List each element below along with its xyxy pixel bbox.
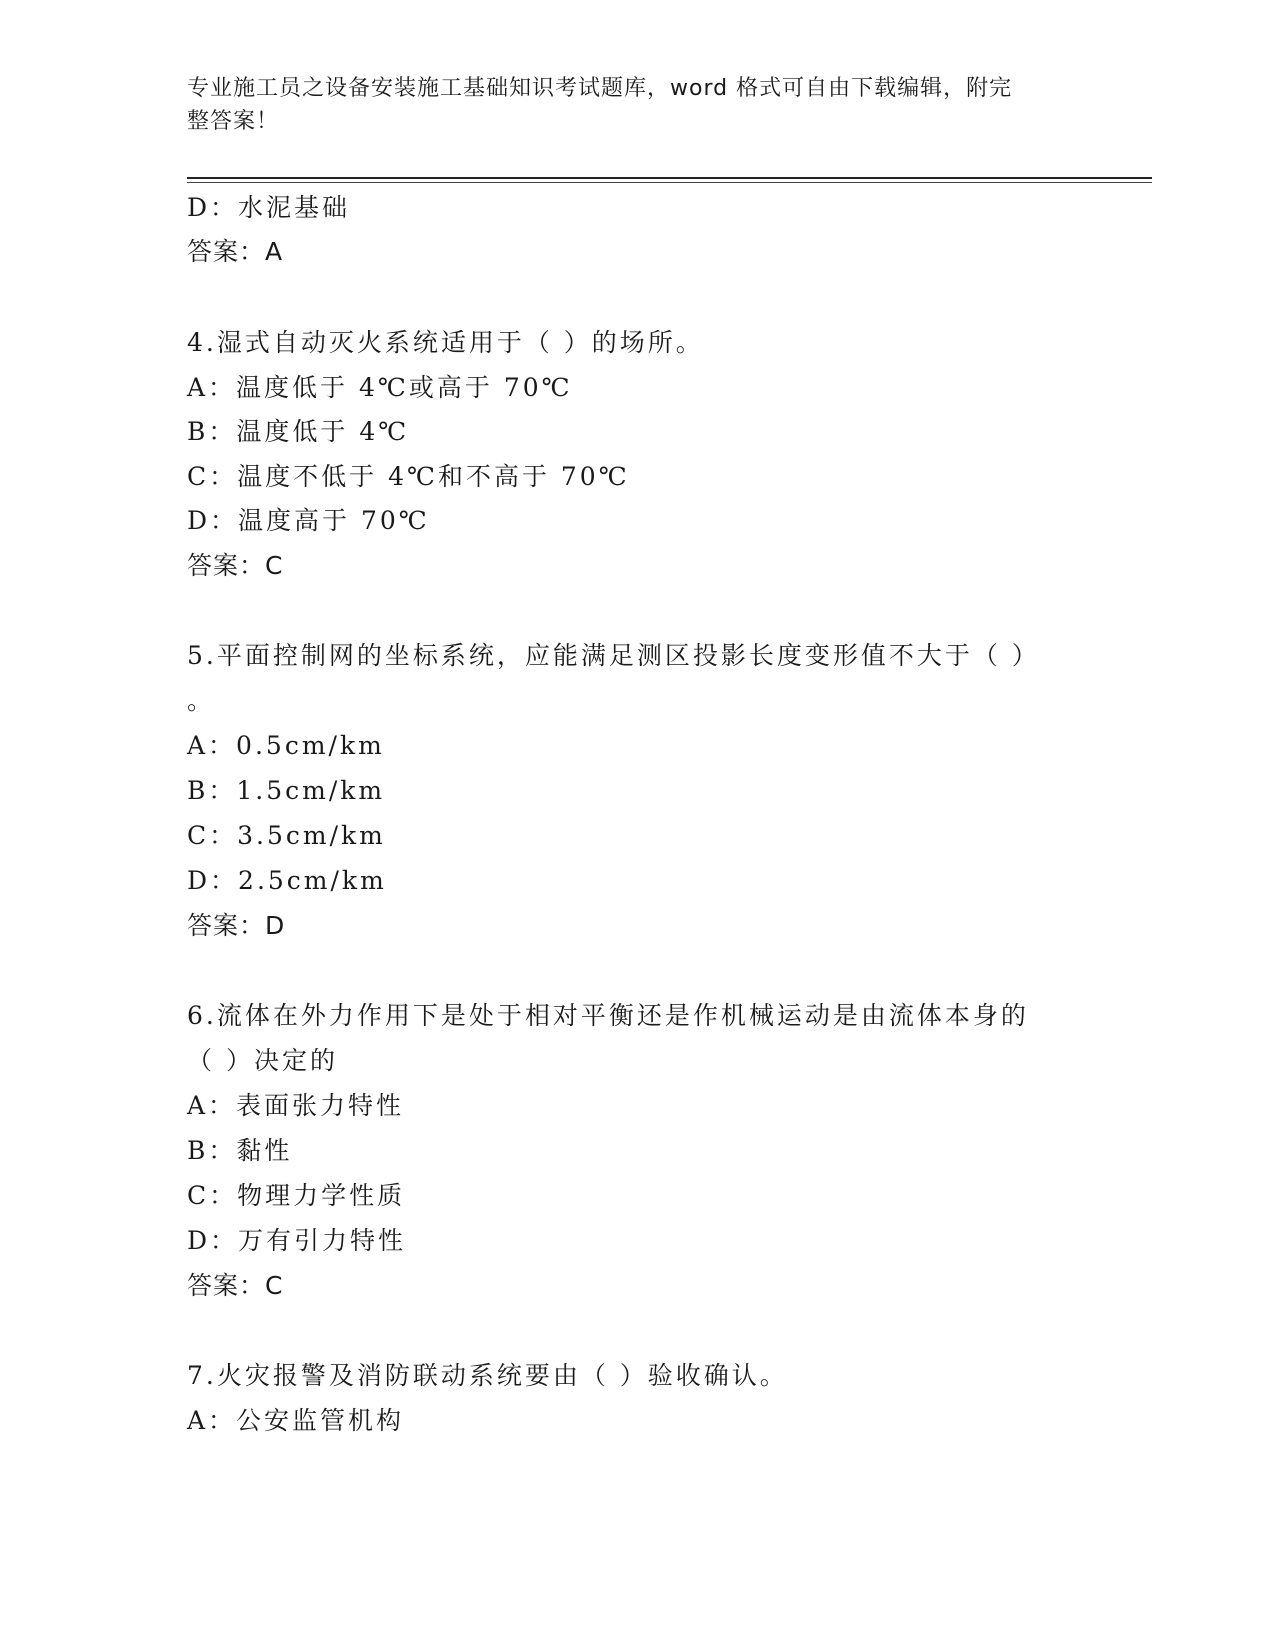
header-title-line-2: 整答案！ <box>187 109 280 134</box>
q5-option-d: D：2.5cm/km <box>187 866 387 895</box>
q5-option-a: A：0.5cm/km <box>187 731 385 760</box>
header-title-line-1: 专业施工员之设备安装施工基础知识考试题库，word 格式可自由下载编辑，附完 <box>187 76 1013 101</box>
prev-answer: 答案：A <box>187 237 284 266</box>
prev-option-d: D：水泥基础 <box>187 193 351 222</box>
q6-option-d: D：万有引力特性 <box>187 1226 407 1255</box>
q4-option-b: B：温度低于 4℃ <box>187 417 410 446</box>
q4-answer: 答案：C <box>187 551 284 580</box>
q4-stem: 4.湿式自动灭火系统适用于（ ）的场所。 <box>187 328 704 357</box>
q7-option-a: A：公安监管机构 <box>187 1406 405 1435</box>
q6-option-b: B：黏性 <box>187 1136 293 1165</box>
document-header <box>187 72 1067 138</box>
q5-stem-line-2: 。 <box>187 686 216 715</box>
q4-option-c: C：温度不低于 4℃和不高于 70℃ <box>187 462 630 491</box>
q4-option-d: D：温度高于 70℃ <box>187 506 430 535</box>
q6-stem-line-2: （ ）决定的 <box>187 1046 338 1075</box>
q6-option-c: C：物理力学性质 <box>187 1181 406 1210</box>
q6-answer: 答案：C <box>187 1271 284 1300</box>
q6-stem-line-1: 6.流体在外力作用下是处于相对平衡还是作机械运动是由流体本身的 <box>187 1001 1029 1030</box>
q5-option-c: C：3.5cm/km <box>187 821 386 850</box>
q5-stem-line-1: 5.平面控制网的坐标系统，应能满足测区投影长度变形值不大于（ ） <box>187 641 1040 670</box>
q4-option-a: A：温度低于 4℃或高于 70℃ <box>187 373 573 402</box>
q5-answer: 答案：D <box>187 911 286 940</box>
header-divider-thin <box>187 182 1152 183</box>
q7-stem: 7.火灾报警及消防联动系统要由（ ）验收确认。 <box>187 1361 788 1390</box>
q6-option-a: A：表面张力特性 <box>187 1091 405 1120</box>
header-divider-thick <box>187 177 1152 179</box>
q5-option-b: B：1.5cm/km <box>187 776 386 805</box>
